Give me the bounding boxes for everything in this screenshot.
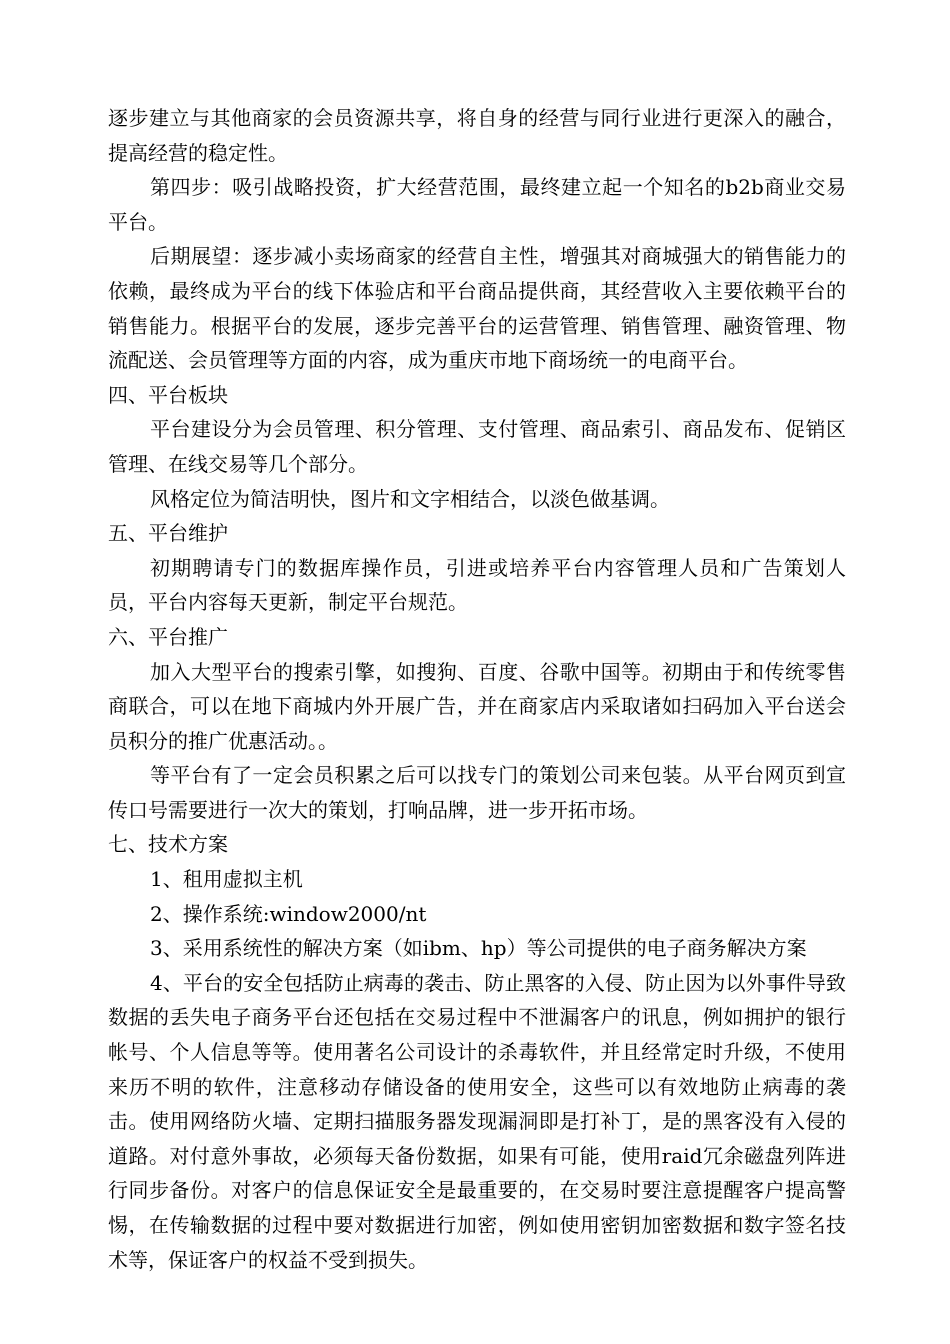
paragraph: 风格定位为简洁明快，图片和文字相结合，以淡色做基调。 <box>150 486 670 511</box>
paragraph: 平台建设分为会员管理、积分管理、支付管理、商品索引、商品发布、促销区管理、在线交易等几个部分。 <box>108 417 846 476</box>
paragraph: 逐步建立与其他商家的会员资源共享，将自身的经营与同行业进行更深入的融合，提高经营的稳定性。 <box>108 106 846 165</box>
paragraph: 第四步：吸引战略投资，扩大经营范围，最终建立起一个知名的b2b商业交易平台。 <box>108 175 846 234</box>
section-heading: 七、技术方案 <box>108 832 228 857</box>
paragraph: 初期聘请专门的数据库操作员，引进或培养平台内容管理人员和广告策划人员，平台内容每天更新，制定平台规范。 <box>108 555 846 615</box>
section-heading: 四、平台板块 <box>108 382 228 407</box>
section-heading: 六、平台推广 <box>108 624 228 649</box>
document-page <box>108 101 846 1277</box>
paragraph: 后期展望：逐步减小卖场商家的经营自主性，增强其对商城强大的销售能力的依赖，最终成为平台的线下体验店和平台商品提供商，其经营收入主要依赖平台的销售能力。根据平台的发展，逐步完善平台的运营管理、销售管理、融资管理、物流配送、会员管理等方面的内容，成为重庆市地下商场统一的电商平台。 <box>108 244 846 373</box>
list-item: 2、操作系统:window2000/nt <box>150 901 427 926</box>
list-item: 3、采用系统性的解决方案（如ibm、hp）等公司提供的电子商务解决方案 <box>150 936 807 961</box>
list-item: 1、租用虚拟主机 <box>150 867 303 892</box>
paragraph: 等平台有了一定会员积累之后可以找专门的策划公司来包装。从平台网页到宣传口号需要进行一次大的策划，打响品牌，进一步开拓市场。 <box>108 763 846 822</box>
section-heading: 五、平台维护 <box>108 521 228 546</box>
paragraph: 加入大型平台的搜索引擎，如搜狗、百度、谷歌中国等。初期由于和传统零售商联合，可以在地下商城内外开展广告，并在商家店内采取诸如扫码加入平台送会员积分的推广优惠活动。。 <box>108 659 846 753</box>
paragraph: 4、平台的安全包括防止病毒的袭击、防止黑客的入侵、防止因为以外事件导致数据的丢失电子商务平台还包括在交易过程中不泄漏客户的讯息，例如拥护的银行帐号、个人信息等等。使用著名公司设计的杀毒软件，并且经常定时升级，不使用来历不明的软件，注意移动存储设备的使用安全，这些可以有效地防止病毒的袭击。使用网络防火墙、定期扫描服务器发现漏洞即是打补丁，是的黑客没有入侵的道路。对付意外事故，必须每天备份数据，如果有可能，使用raid冗余磁盘列阵进行同步备份。对客户的信息保证安全是最重要的，在交易时要注意提醒客户提高警惕，在传输数据的过程中要对数据进行加密，例如使用密钥加密数据和数字签名技术等，保证客户的权益不受到损失。 <box>108 970 846 1272</box>
